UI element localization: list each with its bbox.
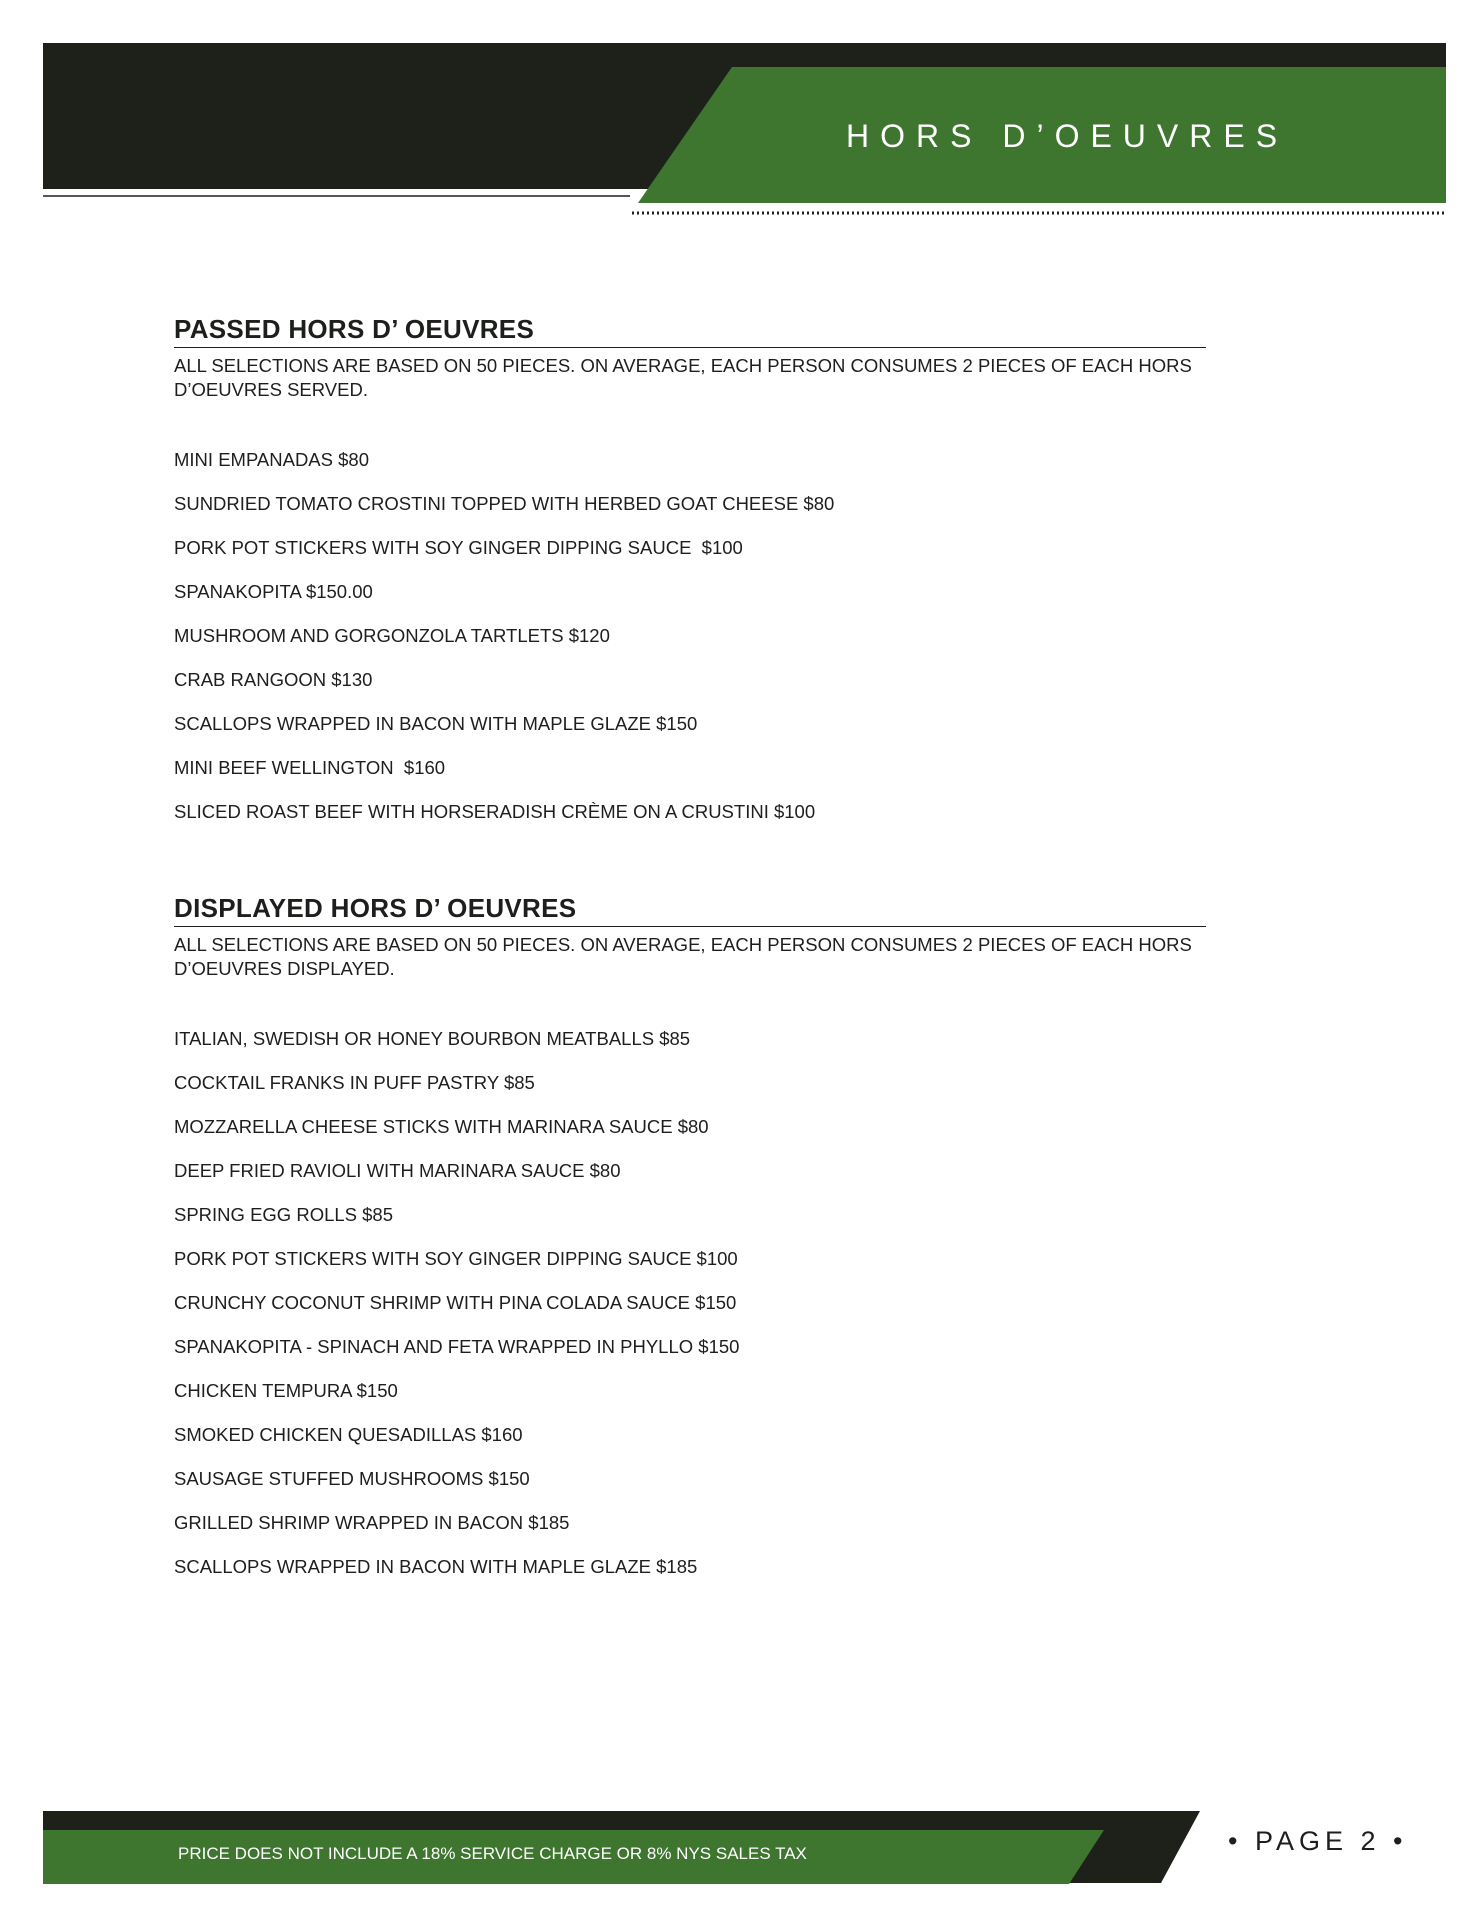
menu-item: CRUNCHY COCONUT SHRIMP WITH PINA COLADA SAUCE $150 xyxy=(174,1292,737,1313)
menu-item: SPANAKOPITA - SPINACH AND FETA WRAPPED IN PHYLLO $150 xyxy=(174,1336,740,1357)
section-heading: DISPLAYED HORS D’ OEUVRES xyxy=(174,893,1206,927)
passed-section xyxy=(174,314,1206,844)
menu-item: ITALIAN, SWEDISH OR HONEY BOURBON MEATBALLS $85 xyxy=(174,1028,691,1049)
menu-item: SCALLOPS WRAPPED IN BACON WITH MAPLE GLAZE $185 xyxy=(174,1556,698,1577)
menu-item: PORK POT STICKERS WITH SOY GINGER DIPPING SAUCE $100 xyxy=(174,1248,738,1269)
header-banner xyxy=(0,0,1484,230)
menu-item: SMOKED CHICKEN QUESADILLAS $160 xyxy=(174,1424,523,1445)
menu-item: SPRING EGG ROLLS $85 xyxy=(174,1204,394,1225)
displayed-section xyxy=(174,893,1206,1599)
section-note: ALL SELECTIONS ARE BASED ON 50 PIECES. ON AVERAGE, EACH PERSON CONSUMES 2 PIECES OF EACH HORS D’OEUVRES DISPLAYED. xyxy=(174,934,1192,979)
menu-item: MINI BEEF WELLINGTON $160 xyxy=(174,757,446,778)
menu-item: PORK POT STICKERS WITH SOY GINGER DIPPING SAUCE $100 xyxy=(174,537,743,558)
menu-item: MINI EMPANADAS $80 xyxy=(174,449,369,470)
menu-item: MOZZARELLA CHEESE STICKS WITH MARINARA SAUCE $80 xyxy=(174,1116,709,1137)
menu-item: SPANAKOPITA $150.00 xyxy=(174,581,373,602)
section-note: ALL SELECTIONS ARE BASED ON 50 PIECES. ON AVERAGE, EACH PERSON CONSUMES 2 PIECES OF EACH HORS D’OEUVRES SERVED. xyxy=(174,355,1192,400)
menu-item: SLICED ROAST BEEF WITH HORSERADISH CRÈME ON A CRUSTINI $100 xyxy=(174,801,816,822)
menu-item: SCALLOPS WRAPPED IN BACON WITH MAPLE GLAZE $150 xyxy=(174,713,698,734)
menu-item: COCKTAIL FRANKS IN PUFF PASTRY $85 xyxy=(174,1072,535,1093)
menu-item: MUSHROOM AND GORGONZOLA TARTLETS $120 xyxy=(174,625,610,646)
menu-item-list xyxy=(174,1027,1206,1599)
footer-disclaimer: PRICE DOES NOT INCLUDE A 18% SERVICE CHARGE OR 8% NYS SALES TAX xyxy=(178,1844,807,1863)
menu-item: SAUSAGE STUFFED MUSHROOMS $150 xyxy=(174,1468,530,1489)
menu-item: SUNDRIED TOMATO CROSTINI TOPPED WITH HERBED GOAT CHEESE $80 xyxy=(174,493,835,514)
menu-item-list xyxy=(174,448,1206,844)
menu-item: DEEP FRIED RAVIOLI WITH MARINARA SAUCE $80 xyxy=(174,1160,621,1181)
menu-item: GRILLED SHRIMP WRAPPED IN BACON $185 xyxy=(174,1512,570,1533)
page-number: • PAGE 2 • xyxy=(1228,1826,1408,1856)
menu-item: CRAB RANGOON $130 xyxy=(174,669,373,690)
page-title: HORS D’OEUVRES xyxy=(846,118,1289,154)
section-heading: PASSED HORS D’ OEUVRES xyxy=(174,314,1206,348)
menu-item: CHICKEN TEMPURA $150 xyxy=(174,1380,398,1401)
